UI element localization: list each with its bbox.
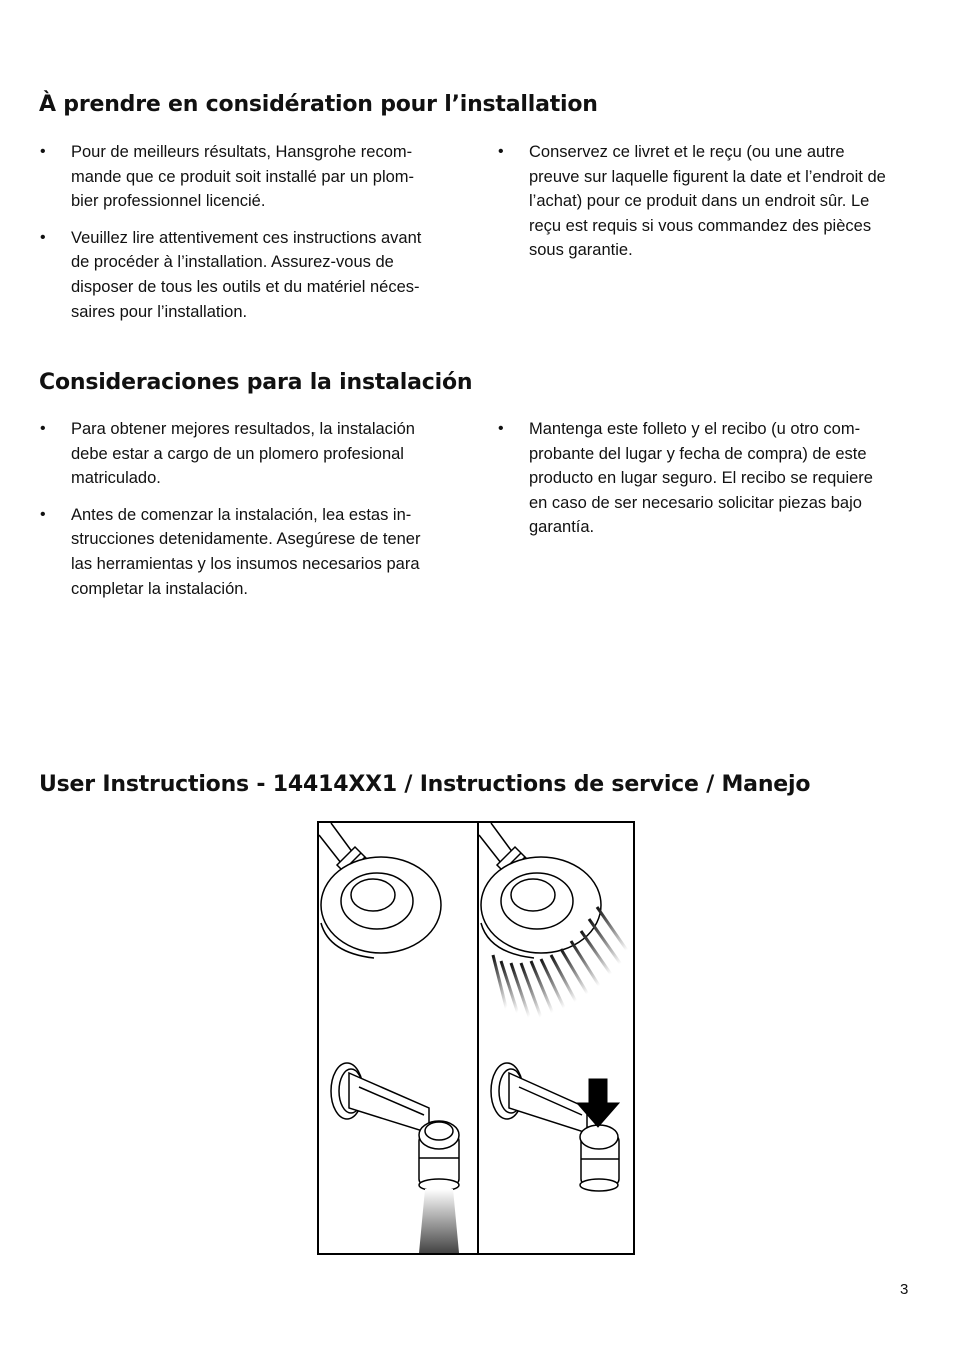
list-item: [498, 140, 888, 263]
shower-head-icon: [481, 857, 601, 958]
spanish-section-title: Consideraciones para la instalación: [39, 370, 473, 395]
page-number: 3: [900, 1281, 909, 1298]
panel-shower-on: [479, 823, 633, 1253]
list-item-text: Conservez ce livret et le reçu (ou une autre preuve sur laquelle figurent la date et l’endroit de l’achat) pour ce produit dans un endroit sûr. Le reçu est requis si vous commandez des pièces sous garantie.: [529, 143, 886, 260]
list-item-text: Pour de meilleurs résultats, Hansgrohe recom-mande que ce produit soit installé par un plom-bier professionnel licencié.: [71, 143, 415, 211]
list-item-text: Antes de comenzar la instalación, lea estas in-strucciones detenidamente. Asegúrese de tener las herramientas y los insumos necesarios para completar la instalación.: [71, 505, 421, 598]
french-left-column: [40, 140, 430, 336]
bullet-dot: •: [40, 143, 46, 160]
bullet-dot: •: [498, 143, 504, 160]
list-item: [40, 417, 430, 491]
bullet-dot: •: [40, 420, 46, 437]
spanish-right-column: [498, 417, 888, 552]
bullet-dot: •: [40, 505, 46, 523]
list-item-text: Mantenga este folleto y el recibo (u otro com-probante del lugar y fecha de compra) de este producto en lugar seguro. El recibo se requiere en caso de ser necesario solicitar piezas bajo garantía.: [529, 420, 873, 537]
shower-head-icon: [321, 857, 441, 958]
french-section-title: À prendre en considération pour l’installation: [39, 92, 598, 117]
tub-spout-icon: [331, 1063, 459, 1191]
bullet-dot: •: [498, 420, 504, 437]
list-item: [40, 226, 430, 324]
list-item-text: Para obtener mejores resultados, la instalación debe estar a cargo de un plomero profesional matriculado.: [71, 420, 415, 488]
spanish-left-column: [40, 417, 430, 613]
panel-tub-spout-on: [319, 823, 477, 1253]
bullet-dot: •: [40, 228, 46, 246]
user-instructions-title: User Instructions - 14414XX1 / Instructions de service / Manejo: [39, 772, 811, 797]
user-instructions-illustration: [317, 821, 635, 1255]
list-item-text: Veuillez lire attentivement ces instructions avant de procéder à l’installation. Assurez-vous de disposer de tous les outils et du matériel néces-saires pour l’installation.: [71, 228, 422, 321]
list-item: [40, 503, 430, 601]
water-stream-icon: [419, 1189, 459, 1253]
list-item: [40, 140, 430, 214]
french-right-column: [498, 140, 888, 275]
list-item: [498, 417, 888, 540]
